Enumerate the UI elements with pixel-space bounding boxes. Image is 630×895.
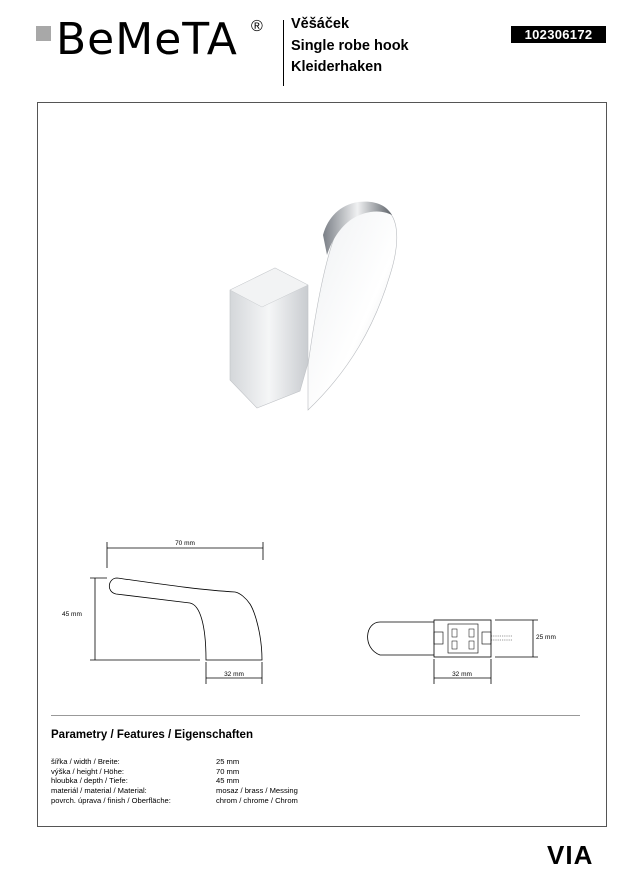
dim-base-label: 32 mm bbox=[224, 671, 244, 678]
side-view bbox=[90, 542, 263, 684]
features-table bbox=[51, 757, 298, 806]
dim-height-label: 45 mm bbox=[62, 611, 82, 618]
product-code-badge: 102306172 bbox=[511, 26, 606, 43]
technical-drawing bbox=[40, 530, 610, 700]
spec-value: mosaz / brass / Messing bbox=[216, 786, 298, 796]
spec-row bbox=[51, 757, 298, 767]
header-divider bbox=[283, 20, 284, 86]
dim-width-label: 25 mm bbox=[536, 634, 556, 641]
spec-row bbox=[51, 767, 298, 777]
brand-name: BeMeTA bbox=[56, 14, 238, 65]
title-en: Single robe hook bbox=[291, 37, 409, 54]
spec-value: 25 mm bbox=[216, 757, 240, 766]
features-heading: Parametry / Features / Eigenschaften bbox=[51, 729, 253, 741]
spec-row bbox=[51, 786, 298, 796]
brand-logo bbox=[36, 14, 266, 66]
product-titles bbox=[291, 14, 409, 79]
spec-value: 45 mm bbox=[216, 776, 240, 786]
spec-label: materiál / material / Material: bbox=[51, 786, 147, 796]
spec-label: povrch. úprava / finish / Oberfläche: bbox=[51, 795, 171, 805]
title-de: Kleiderhaken bbox=[291, 59, 383, 75]
series-name: VIA bbox=[547, 840, 594, 870]
spec-value: 70 mm bbox=[216, 766, 240, 776]
dim-length-label: 70 mm bbox=[175, 540, 195, 547]
spec-row bbox=[51, 776, 298, 786]
spec-label: výška / height / Höhe: bbox=[51, 766, 125, 776]
dim-top-base-label: 32 mm bbox=[452, 671, 472, 678]
spec-value: chrom / chrome / Chrom bbox=[216, 795, 298, 805]
spec-label: hloubka / depth / Tiefe: bbox=[51, 776, 128, 786]
logo-square-icon bbox=[36, 26, 51, 41]
registered-mark: ® bbox=[251, 18, 263, 35]
features-divider bbox=[51, 715, 580, 716]
product-photo bbox=[200, 195, 430, 435]
spec-label: šířka / width / Breite: bbox=[51, 757, 120, 766]
spec-row bbox=[51, 796, 298, 806]
title-cz: Věšáček bbox=[291, 16, 350, 32]
